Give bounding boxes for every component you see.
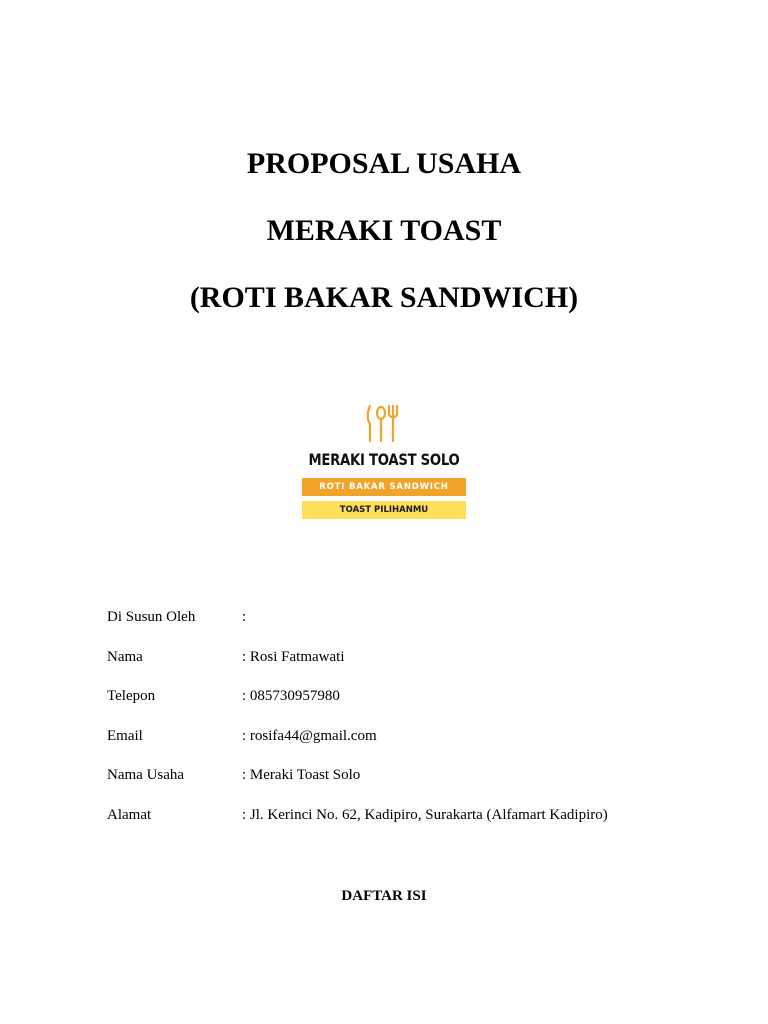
info-label: Nama [107,648,143,665]
info-label: Telepon [107,688,156,705]
meraki-toast-logo [298,404,470,524]
logo-brand-name: MERAKI TOAST SOLO [308,450,460,469]
info-label: Email [107,727,143,744]
info-label: Nama Usaha [107,767,185,784]
business-name-title: MERAKI TOAST [266,214,502,247]
info-row-phone [107,686,707,726]
info-row-name [107,647,707,687]
logo-slogan-band: TOAST PILIHANMU [302,501,466,519]
info-value: : Jl. Kerinci No. 62, Kadipiro, Surakarta (Alfamart Kadipiro) [242,806,608,823]
fork-spoon-knife-icon [365,404,399,444]
info-value: : Rosi Fatmawati [242,648,345,665]
info-value: : Meraki Toast Solo [242,767,361,784]
info-row-email [107,726,707,766]
author-info-table [107,607,707,845]
info-value: : [242,609,247,625]
info-row-address [107,805,707,845]
info-label: Di Susun Oleh [107,609,196,625]
table-of-contents-heading: DAFTAR ISI [341,888,427,904]
info-row-author [107,607,707,647]
business-subtitle: (ROTI BAKAR SANDWICH) [189,281,579,314]
info-value: : 085730957980 [242,688,340,705]
proposal-title: PROPOSAL USAHA [246,147,522,180]
info-row-business-name [107,765,707,805]
logo-tagline-band: ROTI BAKAR SANDWICH [302,478,466,496]
info-label: Alamat [107,806,152,823]
info-value: : rosifa44@gmail.com [242,727,377,744]
